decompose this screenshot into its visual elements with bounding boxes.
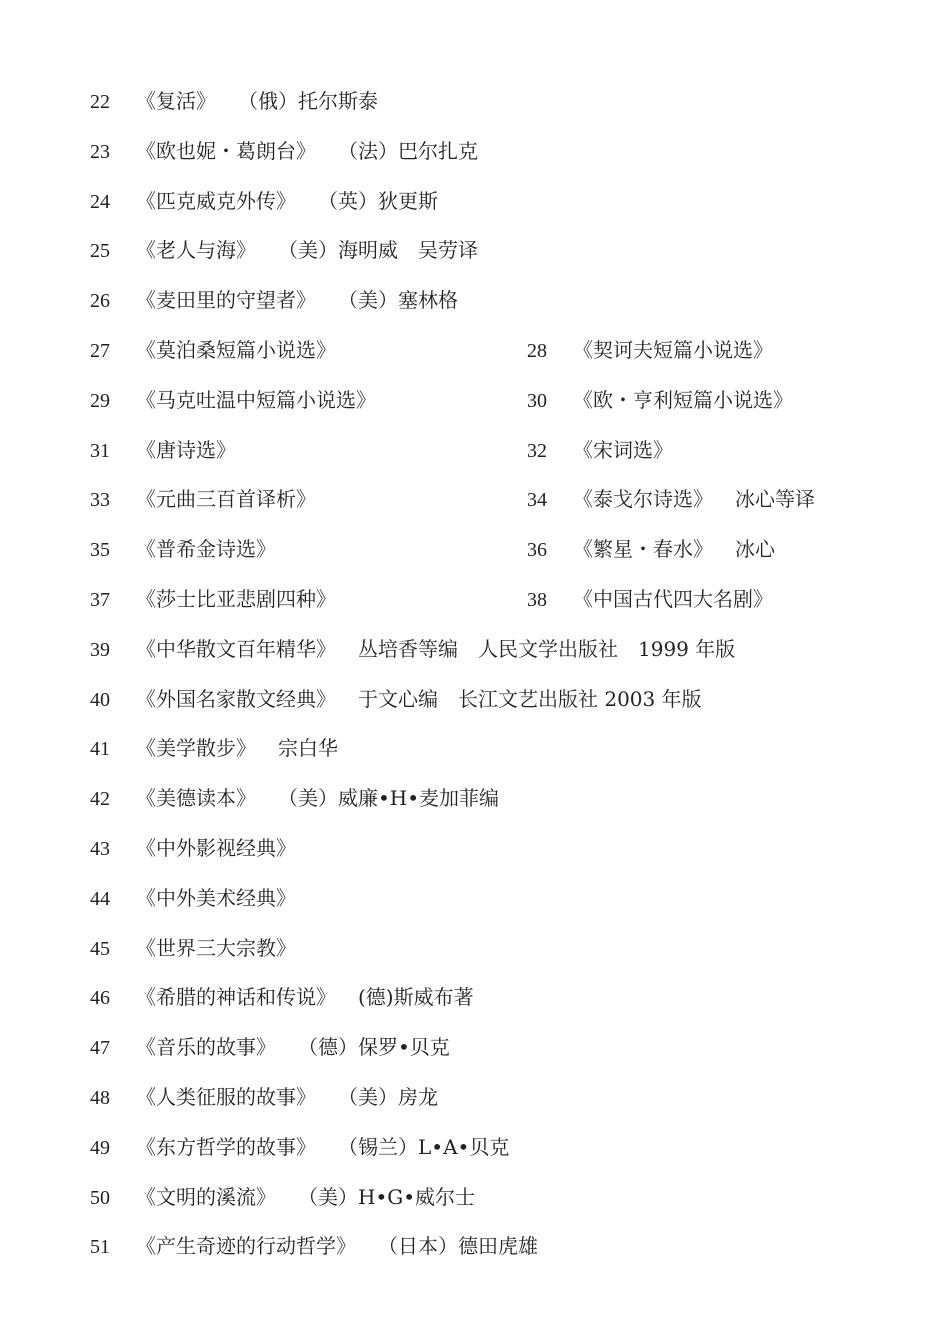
item-number: 43 bbox=[90, 838, 110, 860]
book-title: 《美德读本》 bbox=[136, 786, 256, 811]
list-item bbox=[90, 728, 338, 768]
book-title: 《人类征服的故事》 bbox=[136, 1085, 316, 1109]
item-number: 37 bbox=[90, 589, 110, 611]
list-item bbox=[90, 1077, 438, 1117]
book-title: 《希腊的神话和传说》 bbox=[136, 985, 336, 1010]
list-row bbox=[0, 728, 950, 768]
item-number: 23 bbox=[90, 140, 110, 163]
list-item bbox=[90, 181, 438, 221]
list-item bbox=[90, 330, 336, 370]
item-number: 34 bbox=[527, 489, 547, 512]
item-number: 36 bbox=[527, 539, 547, 562]
item-number: 45 bbox=[90, 937, 110, 960]
list-row bbox=[0, 1226, 950, 1266]
list-row bbox=[0, 878, 950, 918]
list-item bbox=[90, 131, 478, 171]
item-number: 29 bbox=[90, 389, 110, 412]
book-title: 《中外影视经典》 bbox=[136, 836, 296, 860]
item-number: 50 bbox=[90, 1186, 110, 1209]
item-number: 41 bbox=[90, 738, 110, 761]
list-item bbox=[90, 81, 378, 121]
item-number: 32 bbox=[527, 439, 547, 462]
item-number: 26 bbox=[90, 290, 110, 313]
item-number: 27 bbox=[90, 340, 110, 362]
list-item bbox=[90, 280, 458, 320]
list-row bbox=[0, 828, 950, 868]
author-info: (德)斯威布著 bbox=[358, 985, 474, 1010]
author-info: （美）H•G•威尔士 bbox=[298, 1184, 476, 1209]
list-item bbox=[90, 1027, 450, 1067]
author-info: （美）房龙 bbox=[338, 1085, 438, 1109]
list-row bbox=[0, 529, 950, 569]
item-number: 25 bbox=[90, 240, 110, 263]
author-info: （美）海明威 吴劳译 bbox=[278, 238, 478, 263]
author-info: 宗白华 bbox=[278, 736, 338, 761]
item-number: 35 bbox=[90, 539, 110, 562]
list-item bbox=[527, 380, 793, 420]
item-number: 51 bbox=[90, 1236, 110, 1259]
item-number: 33 bbox=[90, 489, 110, 512]
item-number: 28 bbox=[527, 340, 547, 362]
book-title: 《美学散步》 bbox=[136, 736, 256, 761]
list-item bbox=[90, 679, 702, 719]
book-title: 《契诃夫短篇小说选》 bbox=[573, 338, 773, 362]
author-info: （日本）德田虎雄 bbox=[378, 1234, 538, 1259]
author-info: （美）塞林格 bbox=[338, 288, 458, 313]
list-item bbox=[90, 230, 478, 270]
book-title: 《外国名家散文经典》 bbox=[136, 686, 336, 711]
list-item bbox=[527, 479, 815, 519]
book-title: 《音乐的故事》 bbox=[136, 1035, 276, 1060]
item-number: 38 bbox=[527, 589, 547, 611]
list-row bbox=[0, 928, 950, 968]
list-item bbox=[527, 430, 673, 470]
book-title: 《宋词选》 bbox=[573, 437, 673, 462]
book-title: 《中国古代四大名剧》 bbox=[573, 587, 773, 611]
item-number: 46 bbox=[90, 987, 110, 1010]
item-number: 40 bbox=[90, 688, 110, 711]
list-item bbox=[90, 928, 296, 968]
book-title: 《世界三大宗教》 bbox=[136, 935, 296, 960]
item-number: 44 bbox=[90, 887, 110, 910]
book-title: 《欧也妮・葛朗台》 bbox=[136, 138, 316, 163]
book-title: 《莫泊桑短篇小说选》 bbox=[136, 338, 336, 362]
list-row bbox=[0, 131, 950, 171]
author-info: 于文心编 长江文艺出版社 2003 年版 bbox=[358, 686, 702, 711]
book-title: 《欧・亨利短篇小说选》 bbox=[573, 387, 793, 412]
author-info: （德）保罗•贝克 bbox=[298, 1035, 450, 1060]
book-title: 《老人与海》 bbox=[136, 238, 256, 263]
list-item bbox=[90, 878, 296, 918]
book-title: 《文明的溪流》 bbox=[136, 1184, 276, 1209]
item-number: 22 bbox=[90, 91, 110, 113]
author-info: （英）狄更斯 bbox=[318, 188, 438, 213]
list-item bbox=[90, 579, 336, 619]
list-row bbox=[0, 778, 950, 818]
author-info: （美）威廉•H•麦加菲编 bbox=[278, 786, 500, 811]
author-info: 丛培香等编 人民文学出版社 1999 年版 bbox=[358, 636, 736, 661]
list-row bbox=[0, 380, 950, 420]
author-info: （法）巴尔扎克 bbox=[338, 138, 478, 163]
author-info: （锡兰）L•A•贝克 bbox=[338, 1134, 510, 1159]
book-title: 《元曲三百首译析》 bbox=[136, 487, 316, 512]
list-row bbox=[0, 1127, 950, 1167]
list-row bbox=[0, 330, 950, 370]
list-row bbox=[0, 81, 950, 121]
book-title: 《泰戈尔诗选》 bbox=[573, 487, 713, 512]
list-item bbox=[527, 330, 773, 370]
list-row bbox=[0, 579, 950, 619]
book-title: 《普希金诗选》 bbox=[136, 537, 276, 562]
book-title: 《中外美术经典》 bbox=[136, 885, 296, 910]
book-title: 《莎士比亚悲剧四种》 bbox=[136, 587, 336, 611]
author-info: 冰心 bbox=[735, 537, 775, 562]
list-item bbox=[90, 380, 376, 420]
list-row bbox=[0, 679, 950, 719]
list-item bbox=[90, 1177, 475, 1217]
book-title: 《东方哲学的故事》 bbox=[136, 1134, 316, 1159]
item-number: 49 bbox=[90, 1136, 110, 1159]
list-item bbox=[90, 977, 474, 1017]
book-title: 《繁星・春水》 bbox=[573, 537, 713, 562]
book-title: 《马克吐温中短篇小说选》 bbox=[136, 387, 376, 412]
list-item bbox=[90, 529, 276, 569]
author-info: （俄）托尔斯泰 bbox=[238, 89, 378, 113]
item-number: 30 bbox=[527, 389, 547, 412]
list-row bbox=[0, 230, 950, 270]
list-item bbox=[527, 579, 773, 619]
list-row bbox=[0, 1077, 950, 1117]
list-item bbox=[90, 430, 236, 470]
author-info: 冰心等译 bbox=[735, 487, 815, 512]
item-number: 42 bbox=[90, 788, 110, 811]
book-title: 《产生奇迹的行动哲学》 bbox=[136, 1234, 356, 1259]
book-title: 《麦田里的守望者》 bbox=[136, 288, 316, 313]
list-row bbox=[0, 430, 950, 470]
list-row bbox=[0, 280, 950, 320]
list-item bbox=[527, 529, 775, 569]
list-row bbox=[0, 181, 950, 221]
book-title: 《匹克威克外传》 bbox=[136, 188, 296, 213]
list-item bbox=[90, 778, 499, 818]
item-number: 39 bbox=[90, 638, 110, 661]
list-item bbox=[90, 479, 316, 519]
list-row bbox=[0, 1177, 950, 1217]
list-item bbox=[90, 828, 296, 868]
book-title: 《中华散文百年精华》 bbox=[136, 636, 336, 661]
item-number: 24 bbox=[90, 190, 110, 213]
list-row bbox=[0, 977, 950, 1017]
list-item bbox=[90, 1127, 509, 1167]
list-row bbox=[0, 1027, 950, 1067]
item-number: 47 bbox=[90, 1037, 110, 1060]
book-title: 《唐诗选》 bbox=[136, 437, 236, 462]
list-item bbox=[90, 629, 735, 669]
book-title: 《复活》 bbox=[136, 89, 216, 113]
item-number: 31 bbox=[90, 439, 110, 462]
list-item bbox=[90, 1226, 538, 1266]
list-row bbox=[0, 479, 950, 519]
list-row bbox=[0, 629, 950, 669]
item-number: 48 bbox=[90, 1087, 110, 1109]
